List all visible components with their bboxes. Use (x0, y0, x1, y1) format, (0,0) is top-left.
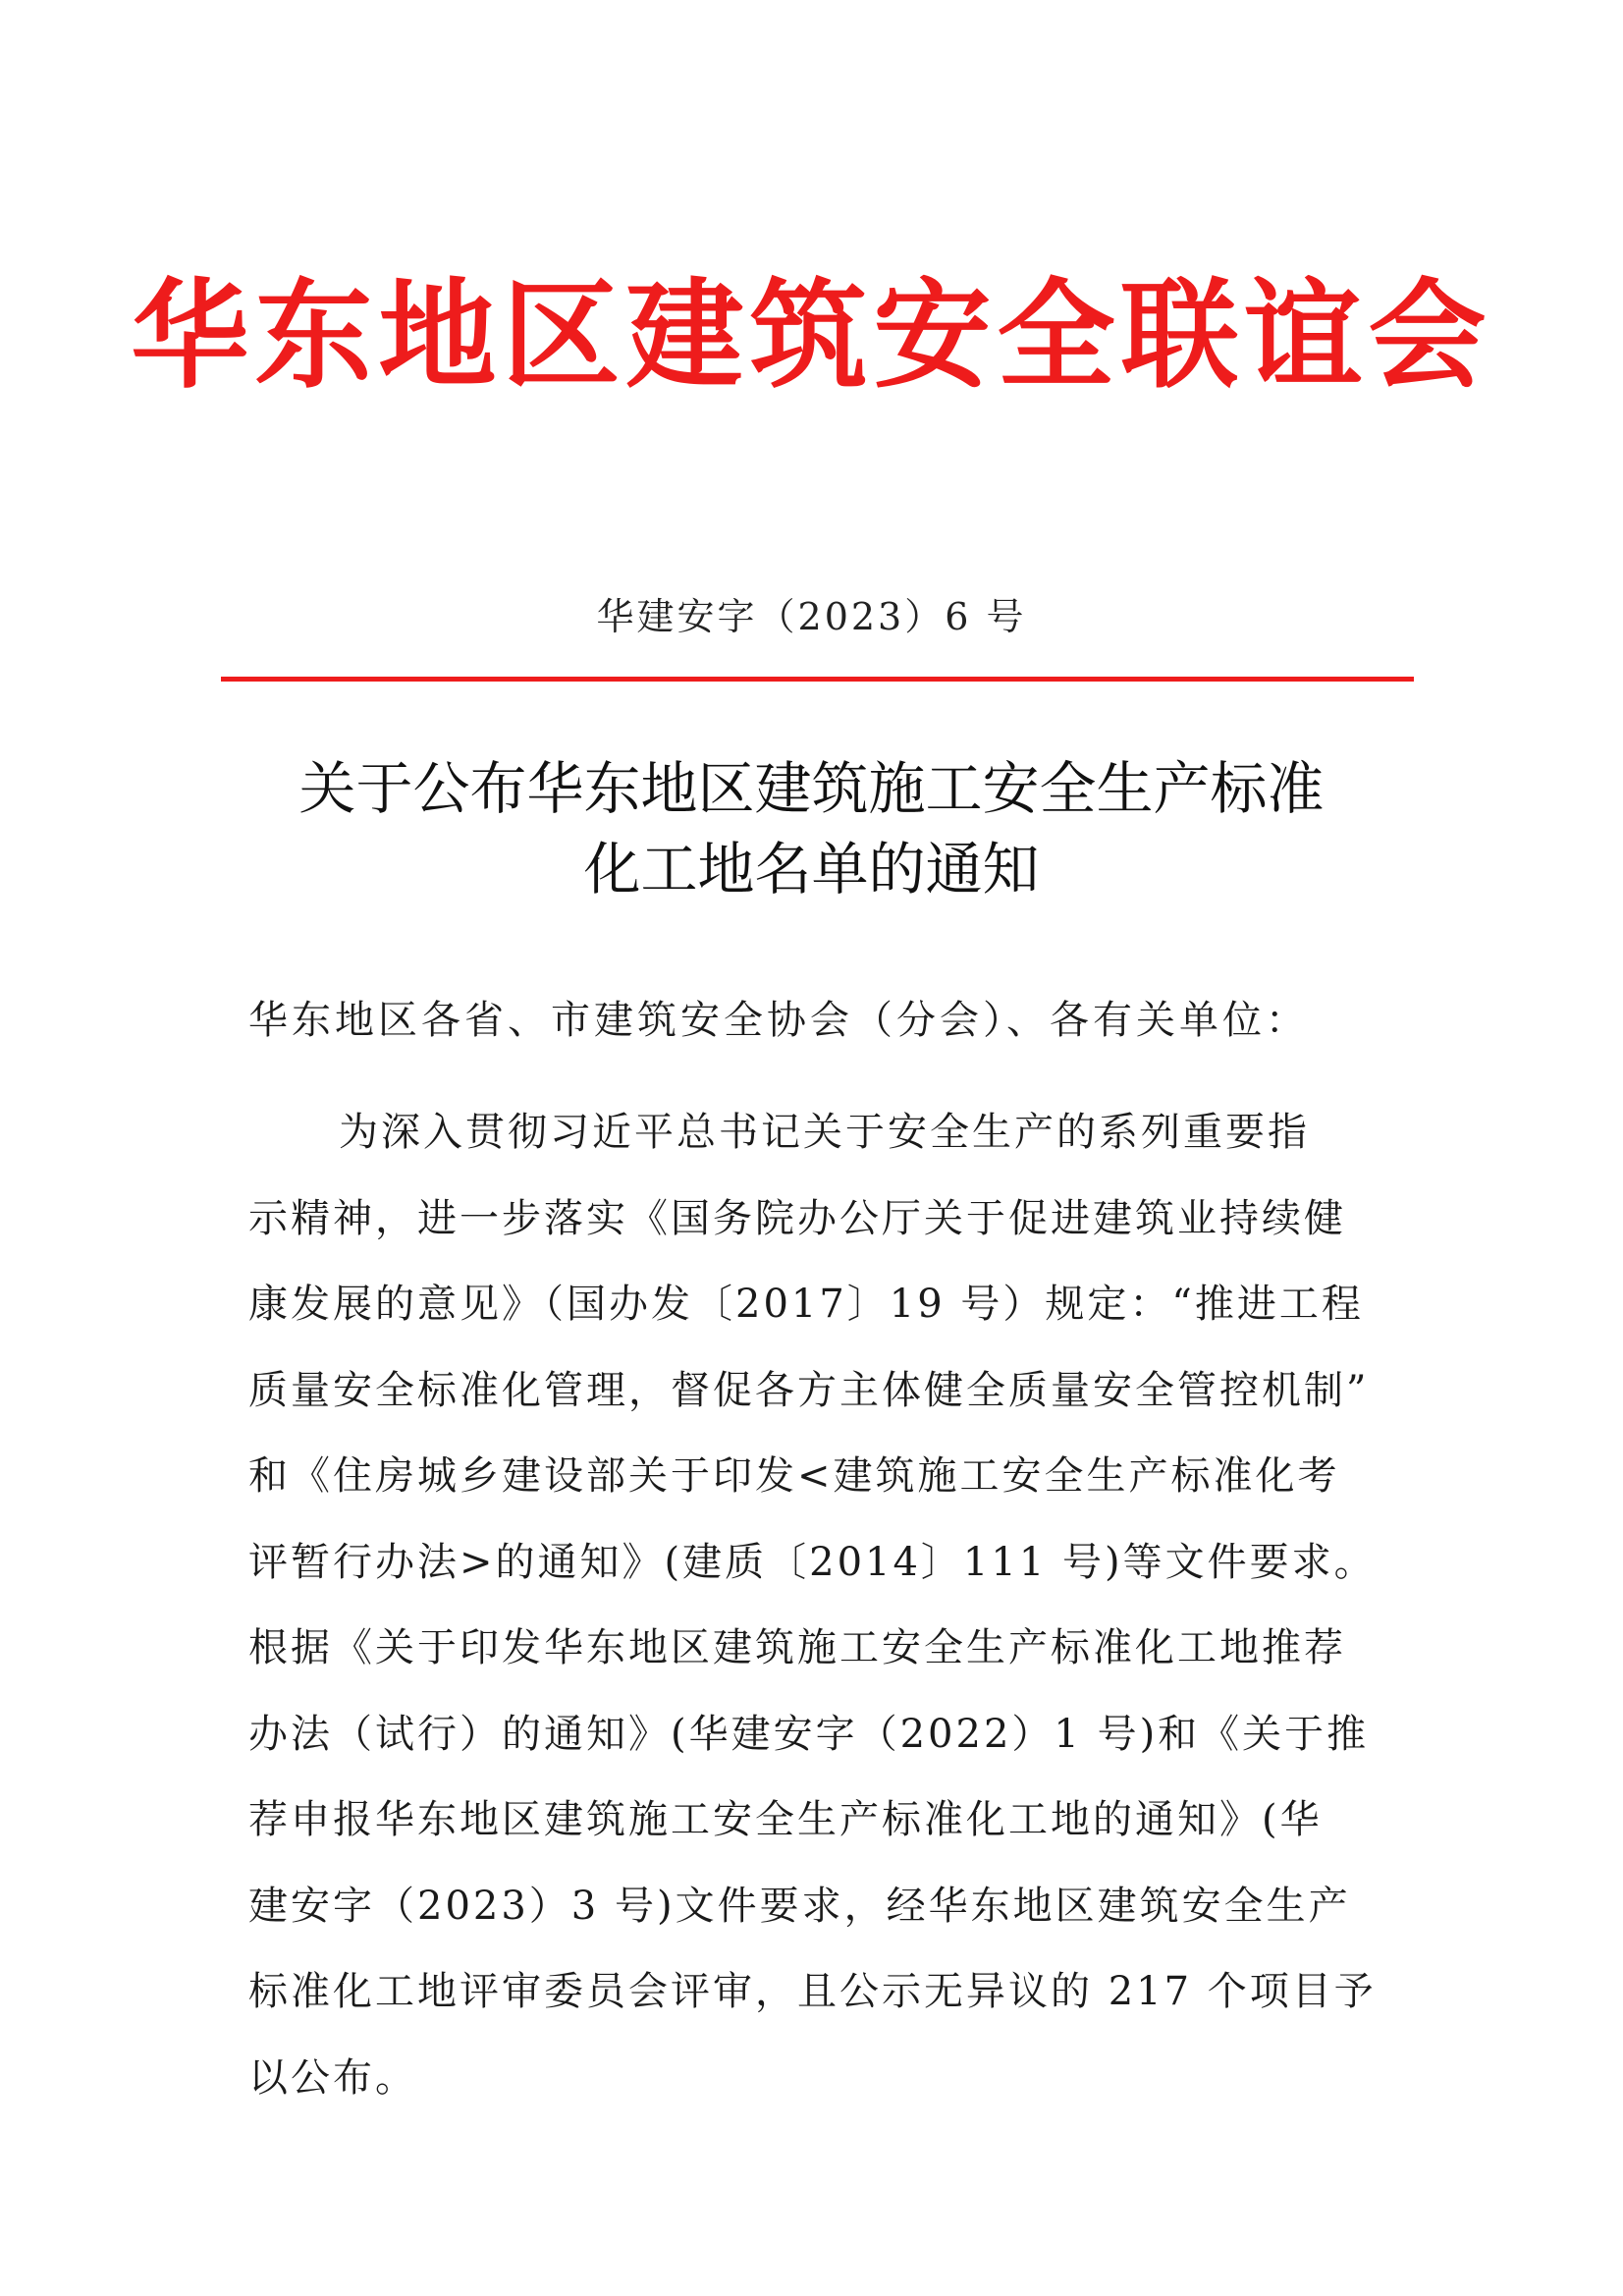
body-line: 根据《关于印发华东地区建筑施工安全生产标准化工地推荐 (248, 1625, 1346, 1670)
addressee: 华东地区各省、市建筑安全协会（分会）、各有关单位： (248, 998, 1309, 1043)
title-line-2: 化工地名单的通知 (583, 836, 1040, 902)
body-line: 质量安全标准化管理，督促各方主体健全质量安全管控机制” (248, 1367, 1370, 1413)
red-divider-line (221, 677, 1414, 682)
body-line: 为深入贯彻习近平总书记关于安全生产的系列重要指 (339, 1110, 1310, 1155)
organization-header: 华东地区建筑安全联谊会 (131, 268, 1492, 405)
body-line: 评暂行办法>的通知》(建质〔2014〕111 号)等文件要求。 (248, 1539, 1377, 1585)
body-paragraph (248, 1090, 1407, 2121)
document-number: 华建安字（2023）6 号 (596, 595, 1027, 638)
title-line-1: 关于公布华东地区建筑施工安全生产标准 (298, 755, 1325, 822)
body-line: 康发展的意见》（国办发〔2017〕19 号）规定：“推进工程 (248, 1282, 1364, 1327)
body-line: 以公布。 (248, 2054, 417, 2101)
body-line: 建安字（2023）3 号)文件要求，经华东地区建筑安全生产 (248, 1883, 1351, 1929)
body-line: 办法（试行）的通知》(华建安字（2022）1 号)和《关于推 (248, 1711, 1370, 1757)
body-line: 标准化工地评审委员会评审，且公示无异议的 217 个项目予 (248, 1969, 1377, 2014)
body-line: 示精神，进一步落实《国务院办公厅关于促进建筑业持续健 (248, 1195, 1346, 1241)
body-line: 荐申报华东地区建筑施工安全生产标准化工地的通知》(华 (248, 1797, 1323, 1842)
body-line: 和《住房城乡建设部关于印发<建筑施工安全生产标准化考 (248, 1453, 1340, 1499)
document-title (196, 748, 1427, 909)
